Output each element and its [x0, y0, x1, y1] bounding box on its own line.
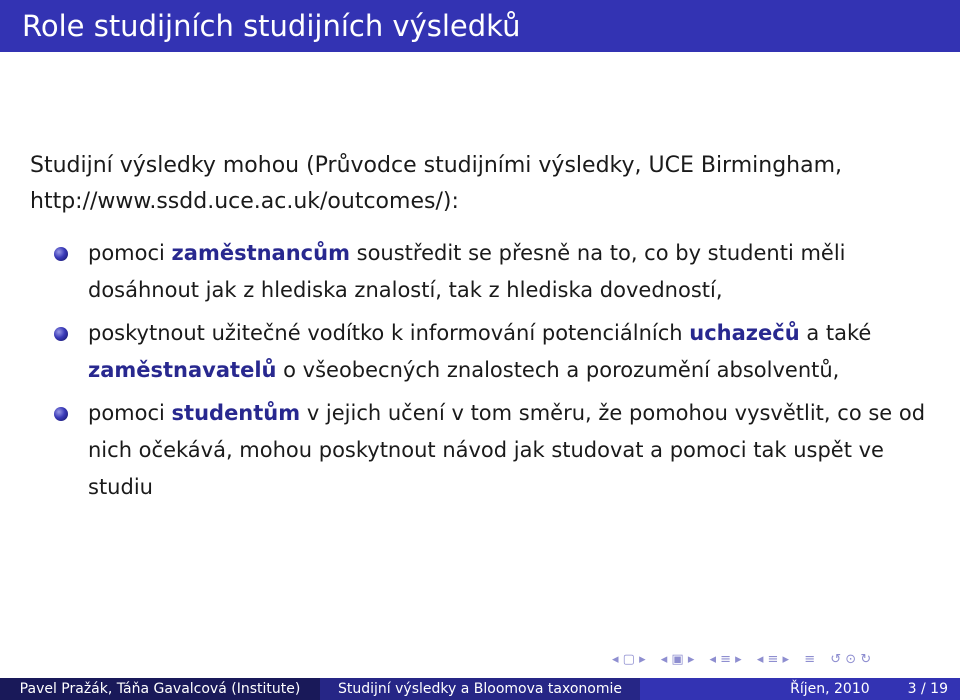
bullet-ball-icon: [54, 407, 68, 421]
footer-date: Říjen, 2010: [790, 681, 870, 697]
intro-paragraph: [30, 148, 940, 220]
slide-footer: [0, 678, 960, 700]
bullet-text: a také: [799, 321, 872, 345]
bullet-text: poskytnout užitečné vodítko k informování potenciálních: [88, 321, 690, 345]
bullet-list: [54, 235, 940, 512]
bullet-ball-icon: [54, 327, 68, 341]
nav-slide-icon[interactable]: ◂ ≡ ▸: [756, 652, 790, 667]
bullet-emphasis: studentům: [171, 401, 301, 425]
nav-section-icon[interactable]: ◂ ≡ ▸: [709, 652, 742, 667]
bullet-item-applicants: [54, 315, 940, 389]
footer-page-number: 3 / 19: [907, 681, 948, 697]
footer-title: [320, 678, 640, 700]
slide-title: Role studijních studijních výsledků: [22, 9, 521, 43]
nav-align-icon[interactable]: ≡: [804, 652, 816, 667]
slide-title-bar: [0, 0, 960, 52]
bullet-emphasis: zaměstnancům: [171, 241, 350, 265]
bullet-ball-icon: [54, 247, 68, 261]
nav-frame-icon[interactable]: ◂ ▢ ▸: [612, 652, 646, 667]
bullet-item-employees: [54, 235, 940, 309]
beamer-navigation-bar: [612, 652, 960, 670]
bullet-text: pomoci: [88, 241, 172, 265]
intro-line-1: Studijní výsledky mohou (Průvodce studijními výsledky, UCE Birmingham,: [30, 153, 843, 178]
nav-subsection-icon[interactable]: ◂ ▣ ▸: [660, 652, 695, 667]
footer-author-text: Pavel Pražák, Táňa Gavalcová (Institute): [19, 681, 301, 697]
bullet-emphasis: uchazečů: [689, 321, 800, 345]
intro-line-2: http://www.ssdd.uce.ac.uk/outcomes/):: [30, 189, 459, 214]
bullet-text: o všeobecných znalostech a porozumění absolventů,: [276, 358, 840, 382]
bullet-emphasis: zaměstnavatelů: [88, 358, 277, 382]
bullet-text: soustředit se přesně na to, co by studenti měli dosáhnout jak z hlediska znalostí, tak z hlediska dovedností,: [88, 241, 846, 302]
bullet-item-students: [54, 395, 940, 506]
footer-author: [0, 678, 320, 700]
footer-date-page: [640, 678, 960, 700]
nav-search-icon[interactable]: ↺ ⊙ ↻: [830, 652, 872, 667]
footer-title-text: Studijní výsledky a Bloomova taxonomie: [338, 681, 622, 697]
bullet-text: pomoci: [88, 401, 172, 425]
bullet-text: v jejich učení v tom směru, že pomohou vysvětlit, co se od nich očekává, mohou poskytnout návod jak studovat a pomoci tak uspět ve studiu: [88, 401, 926, 499]
